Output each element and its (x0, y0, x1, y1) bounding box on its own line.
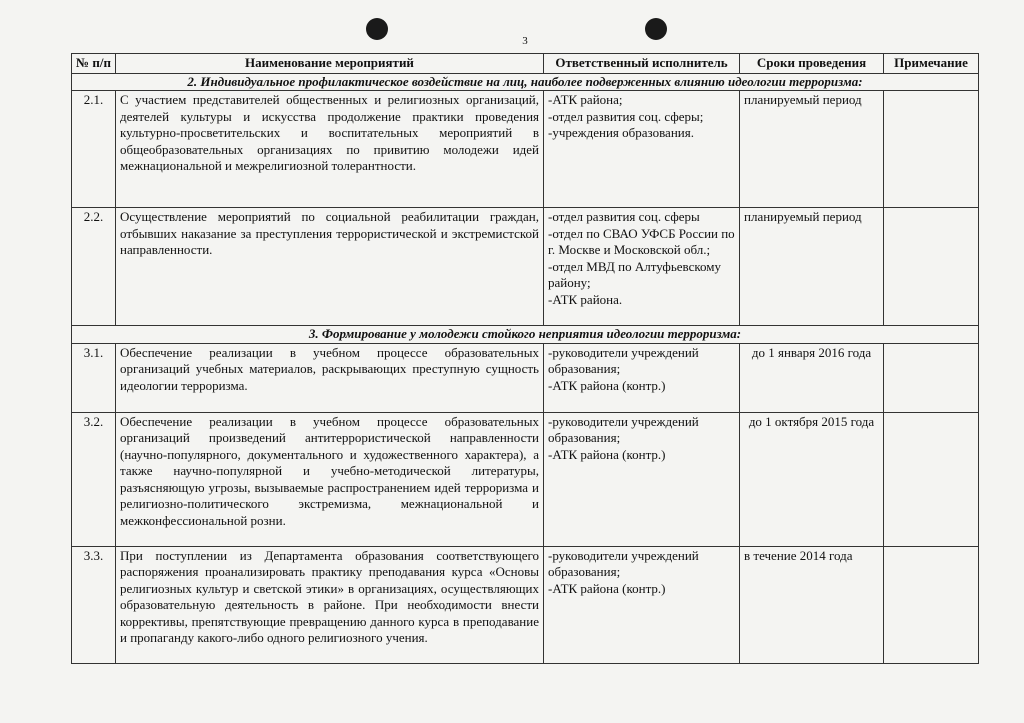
responsible-line: -отдел развития соц. сферы; (548, 108, 704, 124)
row-note (884, 343, 979, 412)
row-name: С участием представителей общественных и религиозных организаций, деятелей культуры и искусства продолжение практики проведения культурно-просветительских и воспитательных мероприятий в общеобразовательных организациях по привитию молодежи идей межнациональной и межрелигиозной толерантности. (116, 91, 544, 208)
row-note (884, 91, 979, 208)
responsible-line: -руководители учреждений образования; (548, 344, 699, 376)
row-note (884, 208, 979, 326)
row-responsible (544, 546, 740, 663)
responsible-line: -руководители учреждений образования; (548, 413, 699, 445)
responsible-line: -отдел МВД по Алтуфьевскому району; (548, 258, 721, 290)
responsible-line: -руководители учреждений образования; (548, 547, 699, 579)
row-num: 3.3. (72, 546, 116, 663)
row-num: 2.2. (72, 208, 116, 326)
responsible-line: -учреждения образования. (548, 125, 694, 140)
row-terms: до 1 октября 2015 года (740, 412, 884, 546)
row-responsible (544, 343, 740, 412)
table-row (72, 546, 979, 663)
responsible-line: -АТК района. (548, 291, 623, 307)
row-responsible (544, 91, 740, 208)
row-responsible (544, 208, 740, 326)
table-row (72, 412, 979, 546)
row-name: Осуществление мероприятий по социальной реабилитации граждан, отбывших наказание за преступления террористической и экстремистской направленности. (116, 208, 544, 326)
header-note: Примечание (884, 54, 979, 74)
row-responsible (544, 412, 740, 546)
section-title: 3. Формирование у молодежи стойкого неприятия идеологии терроризма: (72, 326, 979, 344)
row-name: Обеспечение реализации в учебном процессе образовательных организаций произведений антитеррористической направленности (научно-популярного, документального и художественного характера), а также научно-популярной и учебно-методической литературы, разъясняющую угрозы, вызываемые распространением идей терроризма и религиозно-политического экстремизма, межнациональной и межконфессиональной розни. (116, 412, 544, 546)
table-row (72, 208, 979, 326)
row-name: При поступлении из Департамента образования соответствующего распоряжения проанализировать практику преподавания курса «Основы религиозных культур и светской этики» в организациях, осуществляющих образовательную деятельность в районе. При необходимости внести коррективы, препятствующие превращению данного курса в преподавание и пропаганду какого-либо одного религиозного учения. (116, 546, 544, 663)
responsible-line: -отдел развития соц. сферы (548, 209, 700, 224)
section-row (72, 73, 979, 91)
row-terms: планируемый период (740, 91, 884, 208)
responsible-line: -АТК района (контр.) (548, 377, 666, 393)
header-name: Наименование мероприятий (116, 54, 544, 74)
responsible-line: -АТК района (контр.) (548, 446, 666, 462)
responsible-line: -отдел по СВАО УФСБ России по г. Москве и Московской обл.; (548, 225, 735, 257)
events-table (71, 53, 979, 664)
row-num: 2.1. (72, 91, 116, 208)
responsible-line: -АТК района (контр.) (548, 580, 666, 596)
row-name: Обеспечение реализации в учебном процессе образовательных организаций учебных материалов, раскрывающих преступную сущность идеологии терроризма. (116, 343, 544, 412)
row-num: 3.1. (72, 343, 116, 412)
row-terms: до 1 января 2016 года (740, 343, 884, 412)
responsible-line: -АТК района; (548, 92, 623, 107)
row-num: 3.2. (72, 412, 116, 546)
table-header-row (72, 54, 979, 74)
table-row (72, 91, 979, 208)
page-number: 3 (522, 35, 528, 47)
row-note (884, 546, 979, 663)
header-num: № п/п (72, 54, 116, 74)
header-responsible: Ответственный исполнитель (544, 54, 740, 74)
section-title: 2. Индивидуальное профилактическое воздействие на лиц, наиболее подверженных влиянию идеологии терроризма: (72, 73, 979, 91)
row-terms: в течение 2014 года (740, 546, 884, 663)
section-row (72, 326, 979, 344)
header-terms: Сроки проведения (740, 54, 884, 74)
row-note (884, 412, 979, 546)
row-terms: планируемый период (740, 208, 884, 326)
table-row (72, 343, 979, 412)
